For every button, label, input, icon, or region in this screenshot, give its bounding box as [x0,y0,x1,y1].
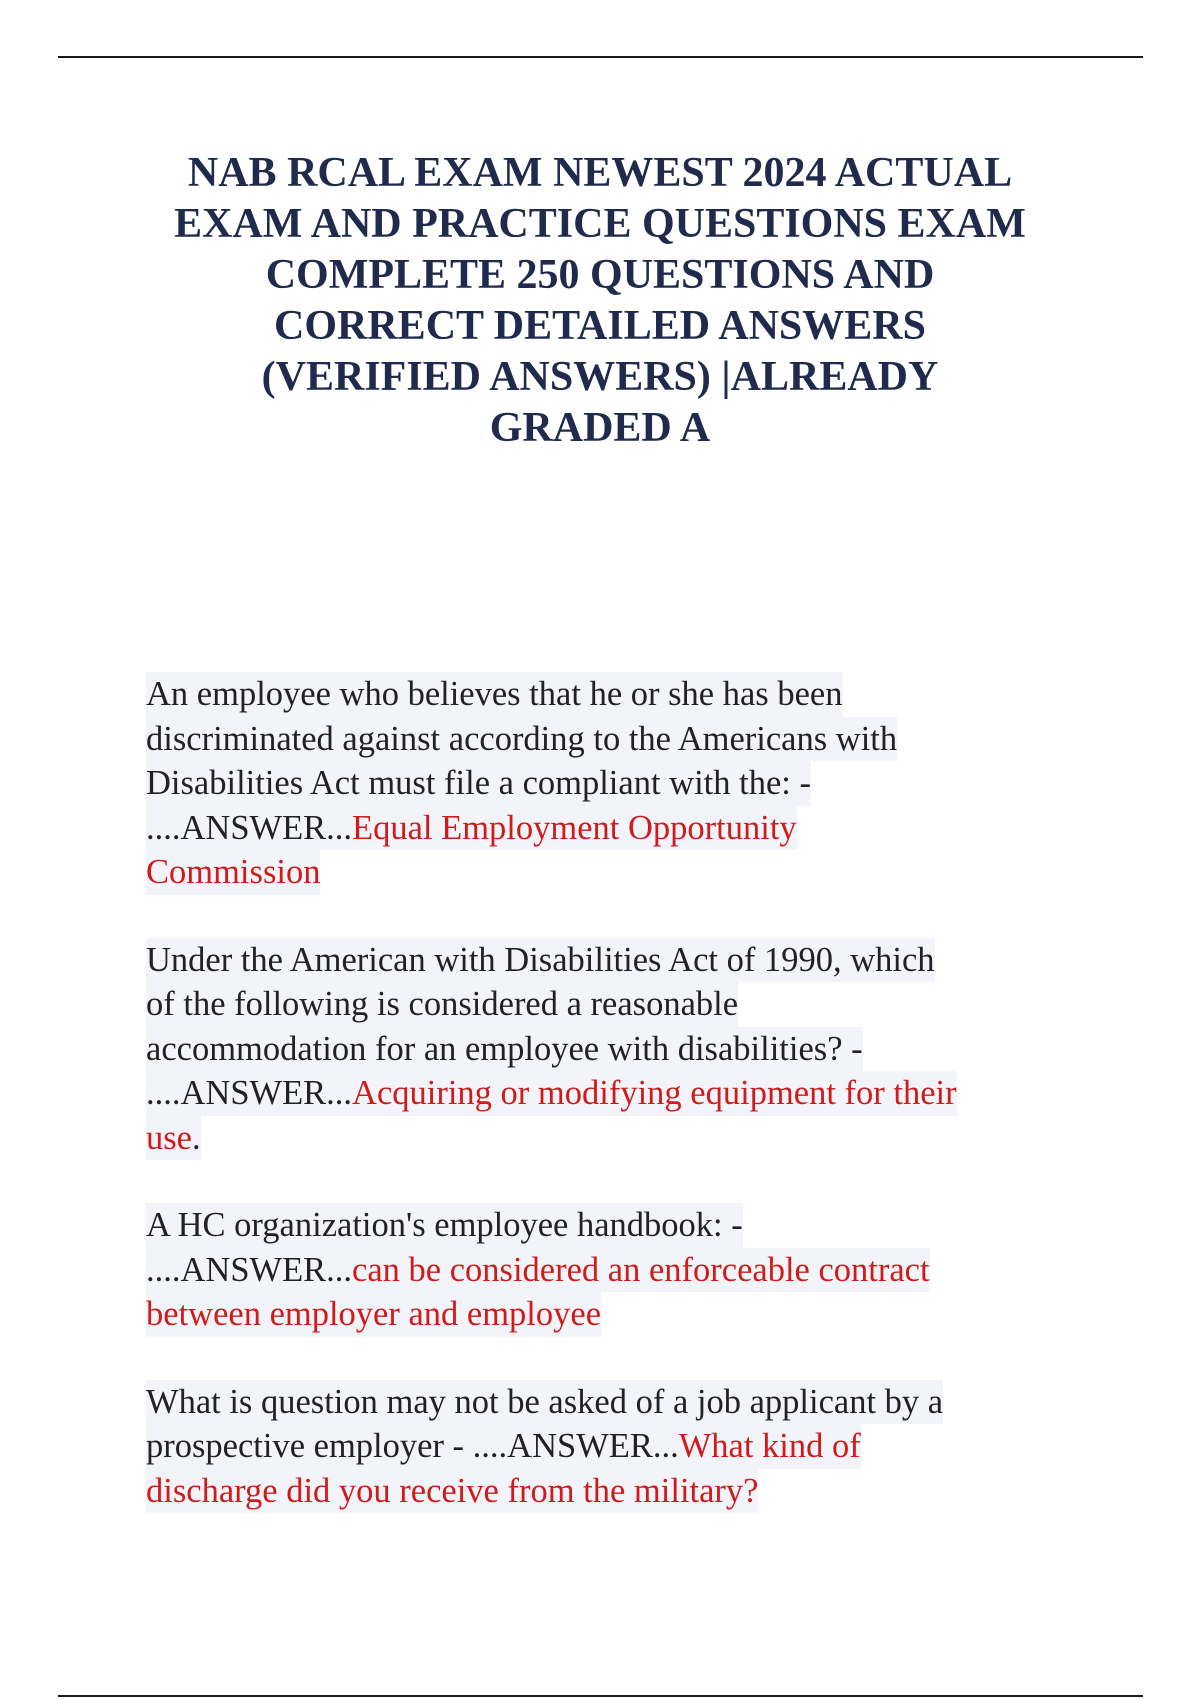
answer-text: between employer and employee [146,1295,602,1333]
answer-line [146,1116,201,1161]
bottom-divider [58,1695,1143,1697]
answer-prefix: ....ANSWER... [146,1074,353,1112]
answer-prefix: prospective employer - ....ANSWER... [146,1427,679,1465]
answer-line [146,1469,758,1514]
answer-line [146,1248,930,1293]
title-line: CORRECT DETAILED ANSWERS [274,303,926,349]
question-line: A HC organization's employee handbook: - [146,1203,743,1248]
title-line: (VERIFIED ANSWERS) |ALREADY [261,354,939,400]
qa-item-2 [146,938,1066,1161]
question-line: An employee who believes that he or she has been [146,672,843,717]
answer-line [146,1424,861,1469]
qa-item-4 [146,1380,1066,1514]
answer-text: Equal Employment Opportunity [352,808,797,847]
qa-item-1 [146,672,1066,895]
question-line: discriminated against according to the Americans with [146,717,897,762]
answer-prefix: ....ANSWER... [146,808,353,847]
question-line: of the following is considered a reasonable [146,982,738,1027]
question-line: accommodation for an employee with disabilities? - [146,1027,863,1072]
question-line: Under the American with Disabilities Act of 1990, which [146,938,935,983]
question-line: Disabilities Act must file a compliant with the: - [146,761,811,806]
title-line: NAB RCAL EXAM NEWEST 2024 ACTUAL [187,150,1013,196]
title-line: COMPLETE 250 QUESTIONS AND [265,252,935,298]
top-divider [58,56,1143,58]
answer-line [146,1071,957,1116]
question-line: What is question may not be asked of a job applicant by a [146,1380,943,1425]
answer-line [146,850,320,895]
answer-text: Commission [146,853,321,891]
answer-text: Acquiring or modifying equipment for their [352,1074,957,1112]
answer-suffix: . [192,1118,201,1157]
qa-list [146,672,1066,1556]
qa-item-3 [146,1203,1066,1337]
answer-text: can be considered an enforceable contract [352,1250,930,1289]
answer-line [146,1292,601,1337]
answer-text: What kind of [678,1427,861,1465]
answer-text: use [146,1118,192,1157]
document-title [120,148,1080,454]
title-line: EXAM AND PRACTICE QUESTIONS EXAM [174,201,1026,247]
answer-text: discharge did you receive from the military? [146,1471,759,1510]
title-line: GRADED A [489,405,711,451]
answer-line [146,806,797,851]
answer-prefix: ....ANSWER... [146,1250,353,1289]
